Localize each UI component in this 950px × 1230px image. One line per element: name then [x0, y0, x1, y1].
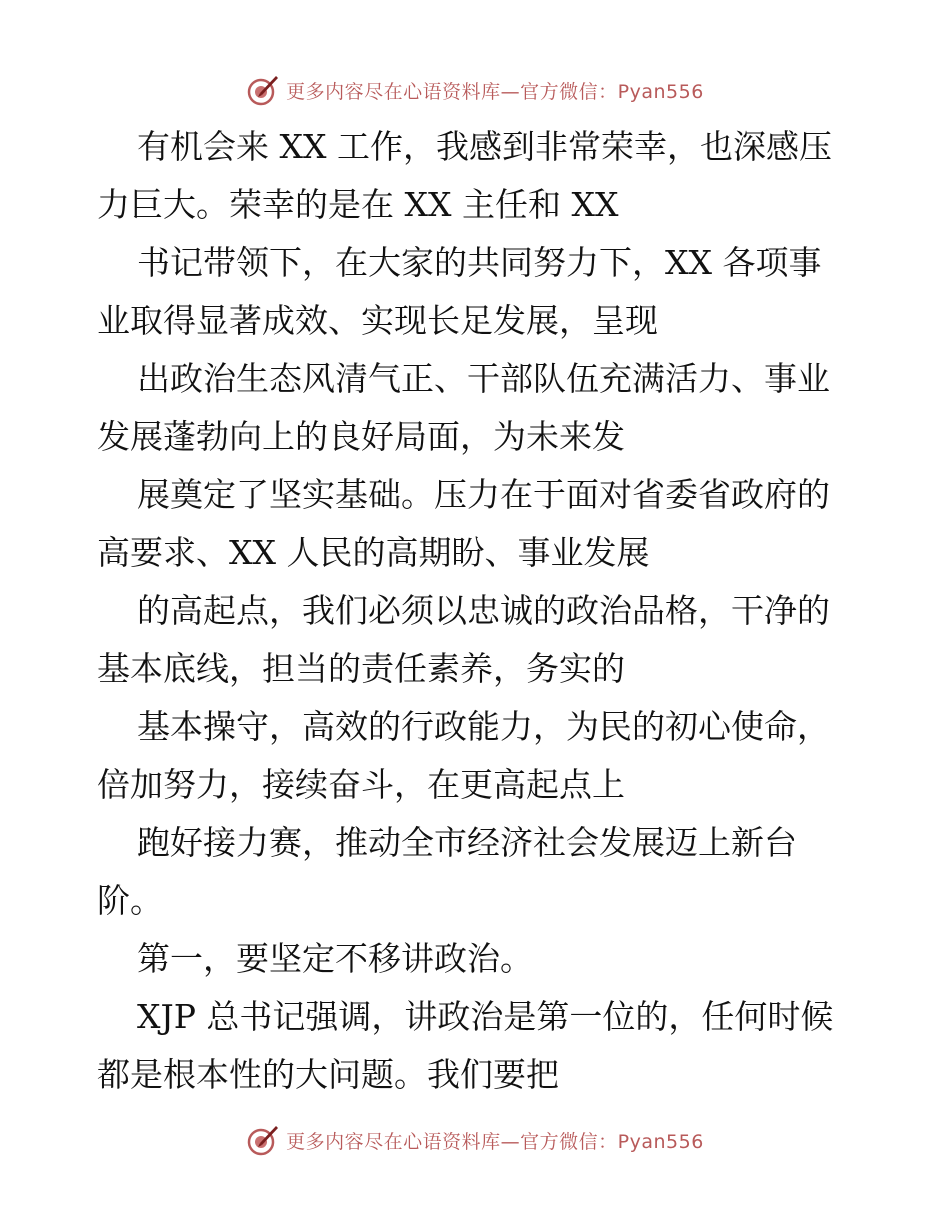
text-line: 都是根本性的大问题。我们要把: [97, 1055, 559, 1094]
text-line: 发展蓬勃向上的良好局面，为未来发: [97, 417, 625, 456]
text-line: 出政治生态风清气正、干部队伍充满活力、事业: [137, 359, 830, 398]
text-line: 阶。: [97, 881, 163, 920]
text-line: 倍加努力，接续奋斗，在更高起点上: [97, 765, 625, 804]
text-line: 展奠定了坚实基础。压力在于面对省委省政府的: [137, 475, 830, 514]
text-line: 基本操守，高效的行政能力，为民的初心使命，: [137, 707, 830, 746]
header-watermark-text: 更多内容尽在心语资料库—官方微信：Pyan556: [286, 80, 704, 103]
text-line: 跑好接力赛，推动全市经济社会发展迈上新台: [137, 823, 797, 862]
text-line: 高要求、XX 人民的高期盼、事业发展: [97, 533, 650, 572]
footer-watermark-inner: [246, 1123, 704, 1157]
text-line: 基本底线，担当的责任素养，务实的: [97, 649, 625, 688]
header-watermark-inner: [246, 73, 704, 107]
text-line: 力巨大。荣幸的是在 XX 主任和 XX: [97, 185, 619, 224]
header-watermark: [0, 70, 950, 110]
quill-seal-icon: [246, 73, 280, 107]
text-line: 第一，要坚定不移讲政治。: [137, 939, 533, 978]
footer-watermark-text: 更多内容尽在心语资料库—官方微信：Pyan556: [286, 1130, 704, 1153]
text-line: XJP 总书记强调，讲政治是第一位的，任何时候: [137, 997, 834, 1036]
document-body: [97, 118, 857, 1104]
text-line: 有机会来 XX 工作，我感到非常荣幸，也深感压: [137, 127, 832, 166]
quill-seal-icon: [246, 1123, 280, 1157]
footer-watermark: [0, 1120, 950, 1160]
text-line: 书记带领下，在大家的共同努力下，XX 各项事: [137, 243, 822, 282]
text-line: 业取得显著成效、实现长足发展，呈现: [97, 301, 658, 340]
text-line: 的高起点，我们必须以忠诚的政治品格，干净的: [137, 591, 830, 630]
